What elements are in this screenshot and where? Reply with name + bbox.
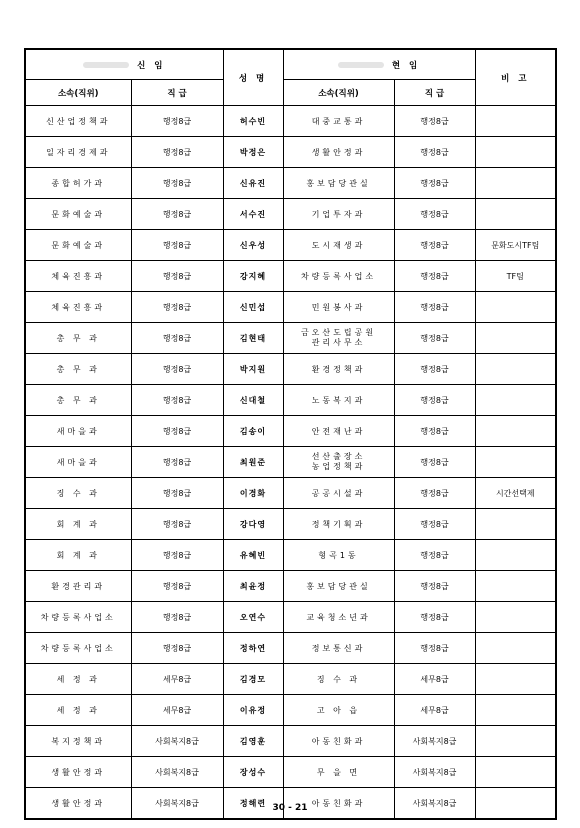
prev-grade-cell: 행정8급 xyxy=(131,292,223,323)
table-row xyxy=(25,540,556,571)
name-cell: 정하연 xyxy=(223,633,283,664)
cur-dept-cell: 차량등록사업소 xyxy=(283,261,394,292)
current-post-header xyxy=(283,49,475,80)
table-row xyxy=(25,509,556,540)
prev-dept-cell: 일자리경제과 xyxy=(25,137,131,168)
name-cell: 이경화 xyxy=(223,478,283,509)
cur-grade-cell: 세무8급 xyxy=(394,664,475,695)
remarks-cell xyxy=(475,757,556,788)
name-cell: 오연수 xyxy=(223,602,283,633)
prev-grade-cell: 행정8급 xyxy=(131,478,223,509)
name-cell: 유혜빈 xyxy=(223,540,283,571)
name-cell: 강지혜 xyxy=(223,261,283,292)
prev-dept-cell: 회 계 과 xyxy=(25,540,131,571)
remarks-cell xyxy=(475,292,556,323)
remarks-cell xyxy=(475,602,556,633)
table-row xyxy=(25,168,556,199)
name-header: 성 명 xyxy=(223,49,283,106)
prev-dept-cell: 복지정책과 xyxy=(25,726,131,757)
prev-dept-cell: 생활안정과 xyxy=(25,788,131,820)
prev-dept-cell: 징 수 과 xyxy=(25,478,131,509)
cur-grade-cell: 행정8급 xyxy=(394,199,475,230)
cur-dept-cell: 무 을 면 xyxy=(283,757,394,788)
prev-dept-cell: 총 무 과 xyxy=(25,354,131,385)
name-cell: 김현태 xyxy=(223,323,283,354)
cur-grade-cell: 행정8급 xyxy=(394,106,475,137)
cur-grade-cell: 행정8급 xyxy=(394,447,475,478)
name-cell: 허수빈 xyxy=(223,106,283,137)
table-row xyxy=(25,230,556,261)
table-body xyxy=(25,106,556,820)
cur-dept-cell: 아동친화과 xyxy=(283,726,394,757)
table-row xyxy=(25,447,556,478)
prev-grade-cell: 행정8급 xyxy=(131,323,223,354)
cur-dept-cell: 홍보담당관실 xyxy=(283,168,394,199)
name-cell: 서수진 xyxy=(223,199,283,230)
prev-grade-cell: 행정8급 xyxy=(131,447,223,478)
name-cell: 신대철 xyxy=(223,385,283,416)
table-row xyxy=(25,199,556,230)
remarks-cell: 문화도시TF팀 xyxy=(475,230,556,261)
cur-dept-cell: 환경정책과 xyxy=(283,354,394,385)
table-row xyxy=(25,757,556,788)
cur-grade-header: 직 급 xyxy=(394,80,475,106)
remarks-cell xyxy=(475,199,556,230)
table-row xyxy=(25,137,556,168)
prev-grade-cell: 행정8급 xyxy=(131,509,223,540)
table-row xyxy=(25,633,556,664)
remarks-cell xyxy=(475,168,556,199)
remarks-cell xyxy=(475,323,556,354)
prev-grade-cell: 행정8급 xyxy=(131,540,223,571)
name-cell: 신민섭 xyxy=(223,292,283,323)
redacted-mark xyxy=(83,62,129,68)
prev-dept-cell: 생활안정과 xyxy=(25,757,131,788)
cur-dept-line: 관리사무소 xyxy=(311,338,366,347)
prev-dept-cell: 총 무 과 xyxy=(25,385,131,416)
prev-dept-cell: 문화예술과 xyxy=(25,199,131,230)
name-cell: 최원준 xyxy=(223,447,283,478)
prev-grade-cell: 행정8급 xyxy=(131,106,223,137)
prev-grade-cell: 행정8급 xyxy=(131,571,223,602)
name-cell: 김영훈 xyxy=(223,726,283,757)
cur-dept-line: 농업정책과 xyxy=(311,462,366,471)
name-cell: 박지원 xyxy=(223,354,283,385)
cur-grade-cell: 행정8급 xyxy=(394,478,475,509)
cur-dept-cell: 생활안정과 xyxy=(283,137,394,168)
prev-dept-cell: 새마을과 xyxy=(25,416,131,447)
name-cell: 장성수 xyxy=(223,757,283,788)
table-row xyxy=(25,261,556,292)
prev-grade-cell: 행정8급 xyxy=(131,199,223,230)
table-row xyxy=(25,478,556,509)
prev-grade-cell: 행정8급 xyxy=(131,168,223,199)
personnel-table xyxy=(24,48,557,820)
cur-dept-cell: 교육청소년과 xyxy=(283,602,394,633)
cur-grade-cell: 행정8급 xyxy=(394,261,475,292)
prev-dept-cell: 신산업정책과 xyxy=(25,106,131,137)
table-row xyxy=(25,354,556,385)
previous-post-header xyxy=(25,49,223,80)
prev-grade-cell: 사회복지8급 xyxy=(131,788,223,820)
remarks-cell xyxy=(475,571,556,602)
prev-dept-cell: 차량등록사업소 xyxy=(25,602,131,633)
prev-dept-cell: 차량등록사업소 xyxy=(25,633,131,664)
name-cell: 최윤정 xyxy=(223,571,283,602)
remarks-cell xyxy=(475,633,556,664)
previous-post-label: 신 임 xyxy=(137,60,166,71)
cur-grade-cell: 행정8급 xyxy=(394,602,475,633)
cur-dept-cell: 정보통신과 xyxy=(283,633,394,664)
prev-grade-cell: 행정8급 xyxy=(131,385,223,416)
remarks-cell xyxy=(475,106,556,137)
cur-grade-cell: 행정8급 xyxy=(394,292,475,323)
remarks-cell xyxy=(475,447,556,478)
remarks-header: 비 고 xyxy=(475,49,556,106)
prev-grade-header: 직 급 xyxy=(131,80,223,106)
remarks-cell xyxy=(475,695,556,726)
prev-dept-cell: 체육진흥과 xyxy=(25,292,131,323)
cur-grade-cell: 사회복지8급 xyxy=(394,726,475,757)
remarks-cell xyxy=(475,540,556,571)
cur-dept-cell: 기업투자과 xyxy=(283,199,394,230)
cur-grade-cell: 행정8급 xyxy=(394,168,475,199)
table-row xyxy=(25,571,556,602)
remarks-cell xyxy=(475,726,556,757)
name-cell: 이유정 xyxy=(223,695,283,726)
cur-grade-cell: 세무8급 xyxy=(394,695,475,726)
cur-dept-line: 금오산도립공원 xyxy=(300,328,377,337)
prev-grade-cell: 사회복지8급 xyxy=(131,726,223,757)
prev-grade-cell: 행정8급 xyxy=(131,602,223,633)
cur-grade-cell: 행정8급 xyxy=(394,323,475,354)
prev-dept-cell: 세 정 과 xyxy=(25,695,131,726)
prev-grade-cell: 행정8급 xyxy=(131,230,223,261)
cur-grade-cell: 행정8급 xyxy=(394,509,475,540)
remarks-cell: 시간선택제 xyxy=(475,478,556,509)
prev-grade-cell: 행정8급 xyxy=(131,261,223,292)
cur-dept-header: 소속(직위) xyxy=(283,80,394,106)
prev-grade-cell: 행정8급 xyxy=(131,137,223,168)
cur-grade-cell: 행정8급 xyxy=(394,354,475,385)
cur-dept-cell: 민원봉사과 xyxy=(283,292,394,323)
cur-dept-cell: 도시재생과 xyxy=(283,230,394,261)
cur-dept-cell: 대중교통과 xyxy=(283,106,394,137)
cur-grade-cell: 행정8급 xyxy=(394,230,475,261)
prev-grade-cell: 사회복지8급 xyxy=(131,757,223,788)
remarks-cell xyxy=(475,509,556,540)
current-post-label: 현 임 xyxy=(391,60,421,71)
cur-dept-cell: 고 아 읍 xyxy=(283,695,394,726)
prev-grade-cell: 행정8급 xyxy=(131,354,223,385)
page-number: 30 - 21 xyxy=(272,803,308,813)
remarks-cell xyxy=(475,416,556,447)
table-row xyxy=(25,664,556,695)
table-row xyxy=(25,602,556,633)
cur-dept-cell: 노동복지과 xyxy=(283,385,394,416)
table-row xyxy=(25,695,556,726)
cur-dept-cell: 징 수 과 xyxy=(283,664,394,695)
cur-dept-cell: 안전재난과 xyxy=(283,416,394,447)
cur-dept-cell: 공공시설과 xyxy=(283,478,394,509)
name-cell: 김경모 xyxy=(223,664,283,695)
name-cell: 신우성 xyxy=(223,230,283,261)
remarks-cell: TF팀 xyxy=(475,261,556,292)
prev-grade-cell: 세무8급 xyxy=(131,695,223,726)
cur-grade-cell: 행정8급 xyxy=(394,416,475,447)
remarks-cell xyxy=(475,354,556,385)
cur-grade-cell: 사회복지8급 xyxy=(394,757,475,788)
prev-dept-header: 소속(직위) xyxy=(25,80,131,106)
prev-dept-cell: 체육진흥과 xyxy=(25,261,131,292)
cur-grade-cell: 행정8급 xyxy=(394,540,475,571)
remarks-cell xyxy=(475,664,556,695)
prev-dept-cell: 세 정 과 xyxy=(25,664,131,695)
prev-grade-cell: 행정8급 xyxy=(131,416,223,447)
prev-dept-cell: 총 무 과 xyxy=(25,323,131,354)
cur-dept-cell: 홍보담당관실 xyxy=(283,571,394,602)
table-row xyxy=(25,292,556,323)
cur-grade-cell: 행정8급 xyxy=(394,633,475,664)
cur-dept-cell xyxy=(283,323,394,354)
cur-grade-cell: 행정8급 xyxy=(394,571,475,602)
remarks-cell xyxy=(475,385,556,416)
prev-dept-cell: 환경관리과 xyxy=(25,571,131,602)
remarks-cell xyxy=(475,137,556,168)
table-row xyxy=(25,106,556,137)
cur-dept-cell: 아동친화과 xyxy=(283,788,394,820)
prev-dept-cell: 문화예술과 xyxy=(25,230,131,261)
prev-grade-cell: 행정8급 xyxy=(131,633,223,664)
cur-grade-cell: 행정8급 xyxy=(394,385,475,416)
name-cell: 강다영 xyxy=(223,509,283,540)
cur-dept-cell: 형곡1동 xyxy=(283,540,394,571)
prev-dept-cell: 종합허가과 xyxy=(25,168,131,199)
name-cell: 박정은 xyxy=(223,137,283,168)
table-row xyxy=(25,385,556,416)
name-cell: 신유진 xyxy=(223,168,283,199)
prev-grade-cell: 세무8급 xyxy=(131,664,223,695)
redacted-mark xyxy=(338,62,384,68)
table-row xyxy=(25,323,556,354)
table-row xyxy=(25,726,556,757)
cur-dept-cell: 정책기획과 xyxy=(283,509,394,540)
prev-dept-cell: 회 계 과 xyxy=(25,509,131,540)
name-cell: 정해련 xyxy=(223,788,283,820)
prev-dept-cell: 새마을과 xyxy=(25,447,131,478)
cur-grade-cell: 행정8급 xyxy=(394,137,475,168)
table-row xyxy=(25,416,556,447)
cur-dept-line: 선산출장소 xyxy=(311,452,366,461)
name-cell: 김송이 xyxy=(223,416,283,447)
cur-grade-cell: 사회복지8급 xyxy=(394,788,475,820)
cur-dept-cell xyxy=(283,447,394,478)
